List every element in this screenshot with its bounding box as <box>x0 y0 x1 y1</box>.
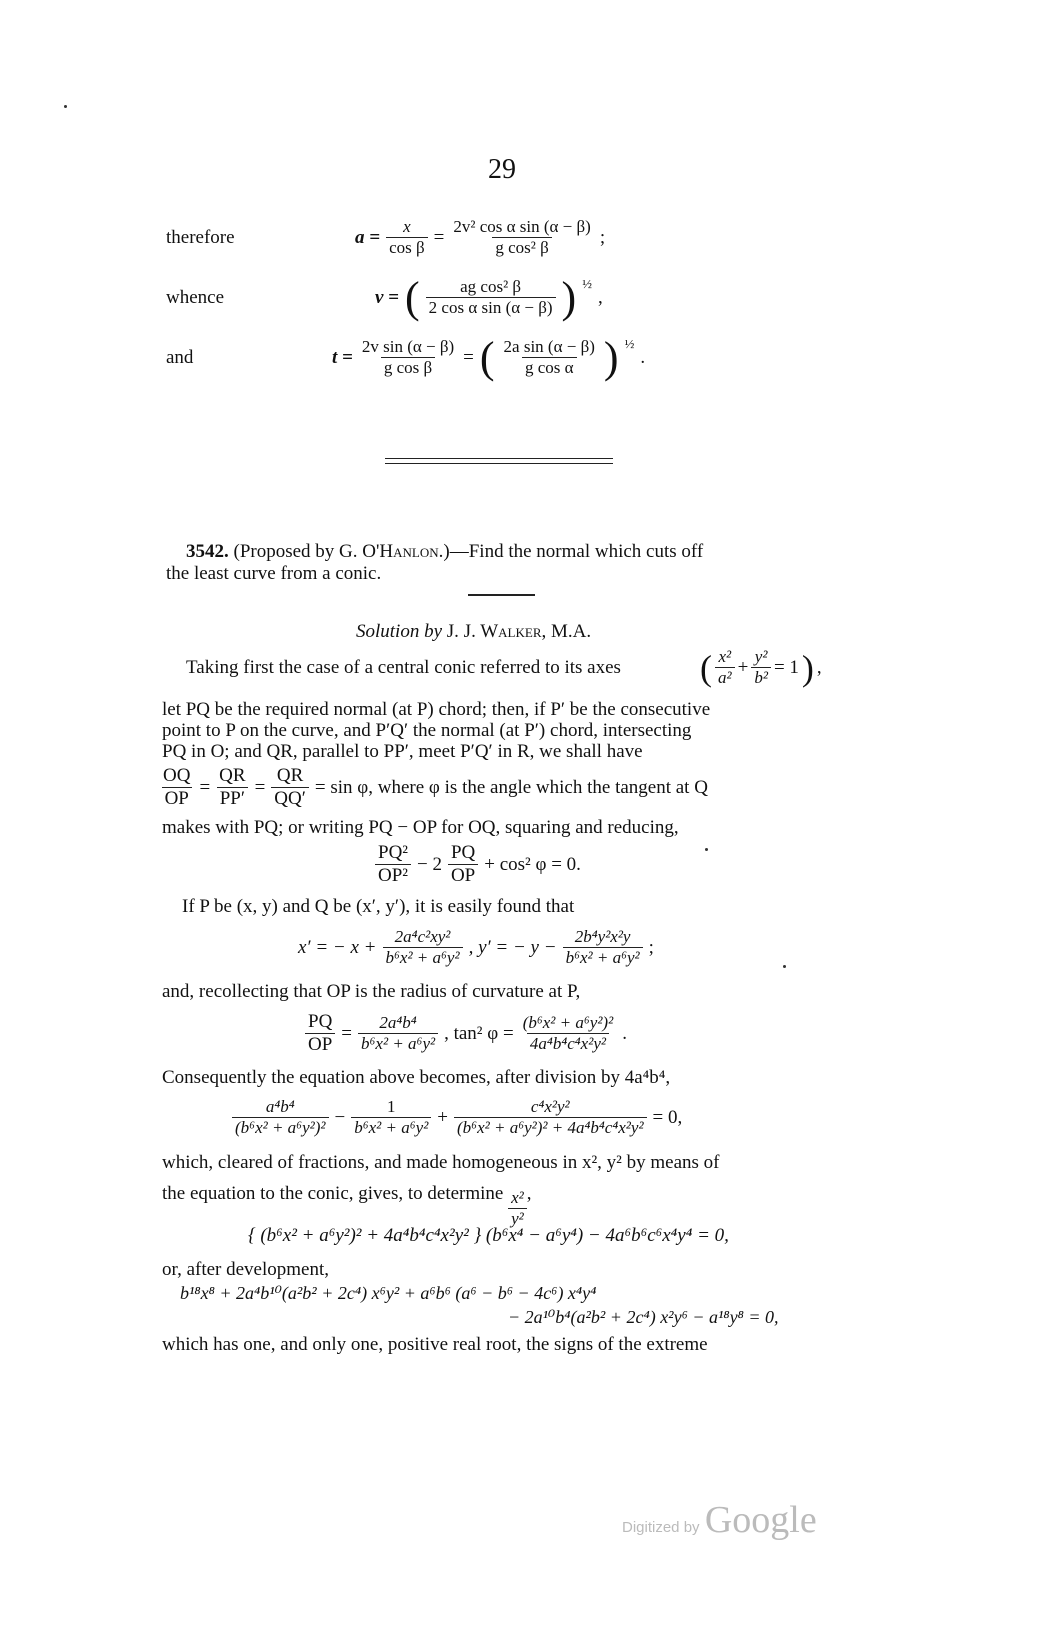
body-line: point to P on the curve, and P′Q′ the normal (at P′) chord, intersecting <box>162 720 692 741</box>
scan-speck <box>783 965 786 968</box>
punct: , <box>597 287 603 308</box>
punct: , <box>526 1183 532 1204</box>
numerator: x² <box>718 647 732 666</box>
fraction <box>160 766 193 810</box>
denominator: 4a⁴b⁴c⁴x²y² <box>527 1033 609 1054</box>
section-divider <box>385 463 613 464</box>
rhs: = 0, <box>652 1106 683 1128</box>
body-line: and, recollecting that OP is the radius of curvature at P, <box>162 981 581 1002</box>
eq-part: , y′ = − y − <box>468 936 557 958</box>
ratio-equation <box>160 766 708 810</box>
fraction <box>448 843 478 887</box>
numerator: (b⁶x² + a⁶y²)² <box>522 1013 614 1033</box>
body-line: which has one, and only one, positive real root, the signs of the extreme <box>162 1334 708 1355</box>
coordinate-equation <box>298 928 654 967</box>
body-line: If P be (x, y) and Q be (x′, y′), it is easily found that <box>182 896 575 917</box>
body-line <box>162 1184 532 1228</box>
problem-text: .)—Find the normal which cuts off <box>438 541 704 562</box>
denominator: a² <box>715 667 735 688</box>
denominator: (b⁶x² + a⁶y²)² <box>232 1117 329 1138</box>
punct: ; <box>648 936 654 958</box>
fraction <box>454 1098 647 1137</box>
conic-equation <box>700 648 822 687</box>
section-divider <box>385 458 613 459</box>
denominator: OP² <box>375 864 411 887</box>
denominator: g cos² β <box>492 237 551 258</box>
problem-statement <box>186 542 703 563</box>
fraction <box>751 648 771 687</box>
ratio-tail: = sin φ, where φ is the angle which the tangent at Q <box>314 776 708 798</box>
numerator: PQ² <box>378 842 408 863</box>
equals: = <box>199 776 211 798</box>
numerator: 2v² cos α sin (α − β) <box>453 217 591 236</box>
brace-equation: { (b⁶x² + a⁶y²)² + 4a⁴b⁴c⁴x²y² } (b⁶x⁴ − a⁶y⁴) − 4a⁶b⁶c⁶x⁴y⁴ = 0, <box>248 1225 729 1246</box>
denominator: PP′ <box>217 787 248 810</box>
solution-prefix: Solution by <box>356 621 443 642</box>
denominator: b² <box>751 667 771 688</box>
body-line: Consequently the equation above becomes, after division by 4a⁴b⁴, <box>162 1067 671 1088</box>
equals: = <box>433 226 445 248</box>
fraction <box>351 1098 431 1137</box>
label-therefore: therefore <box>166 227 235 248</box>
numerator: x² <box>511 1188 524 1207</box>
denominator: g cos α <box>522 357 577 378</box>
denominator: (b⁶x² + a⁶y²)² + 4a⁴b⁴c⁴x²y² <box>454 1117 647 1138</box>
denominator: b⁶x² + a⁶y² <box>358 1033 438 1054</box>
body-line: Taking first the case of a central conic referred to its axes <box>186 657 621 678</box>
fraction <box>232 1098 329 1137</box>
numerator: PQ <box>450 842 476 863</box>
numerator: y² <box>754 647 768 666</box>
paren: ) <box>603 333 619 382</box>
body-text: the equation to the conic, gives, to determine <box>162 1183 504 1204</box>
paren: ( <box>479 333 495 382</box>
solver-name: J. J. Walker, M.A. <box>446 621 592 642</box>
scan-speck <box>64 105 67 108</box>
plus: + <box>437 1106 449 1128</box>
minus-two: − 2 <box>416 853 442 875</box>
denominator: 2 cos α sin (α − β) <box>426 297 556 318</box>
fraction <box>386 218 428 257</box>
eq-lhs: a = <box>355 226 381 248</box>
numerator: 2b⁴y²x²y <box>574 927 631 946</box>
numerator: PQ <box>308 1011 333 1032</box>
fraction <box>358 1014 438 1053</box>
body-line: let PQ be the required normal (at P) chord; then, if P′ be the consecutive <box>162 699 711 720</box>
numerator: QR <box>219 765 246 786</box>
equation-a <box>355 218 605 257</box>
problem-line-2: the least curve from a conic. <box>166 563 382 584</box>
fraction <box>501 338 598 377</box>
label-whence: whence <box>166 287 225 308</box>
equation-v <box>375 273 603 322</box>
digitized-watermark <box>622 1500 817 1542</box>
watermark-prefix: Digitized by <box>622 1519 700 1536</box>
numerator: 2a⁴b⁴ <box>379 1013 417 1033</box>
problem-intro: (Proposed by G. O' <box>233 541 380 562</box>
denominator: QQ′ <box>271 787 309 810</box>
numerator: QR <box>276 765 304 786</box>
numerator: ag cos² β <box>460 277 522 297</box>
denominator: OP <box>162 787 192 810</box>
eq-tail: + cos² φ = 0. <box>484 853 581 875</box>
problem-number: 3542. <box>186 541 229 562</box>
denominator: OP <box>305 1033 335 1056</box>
numerator: 2v sin (α − β) <box>361 337 455 357</box>
equals: = <box>341 1022 353 1044</box>
body-line: PQ in O; and QR, parallel to PP′, meet P′Q′ in R, we shall have <box>162 741 643 762</box>
minus: − <box>334 1106 346 1128</box>
punct: , <box>816 656 822 678</box>
punct: ; <box>599 226 606 248</box>
tangent-equation <box>305 1012 627 1056</box>
fraction <box>715 648 735 687</box>
equation-t <box>332 333 646 382</box>
eq-lhs: v = <box>375 287 400 308</box>
page-number: 29 <box>488 154 516 185</box>
paren: ) <box>801 647 814 688</box>
exponent: ½ <box>582 276 592 291</box>
denominator: g cos β <box>381 357 435 378</box>
eq-part: x′ = − x + <box>298 936 377 958</box>
body-line: or, after development, <box>162 1259 330 1280</box>
paren: ( <box>405 273 420 322</box>
fraction <box>359 338 457 377</box>
divided-equation <box>232 1098 682 1137</box>
equals: = <box>463 347 474 368</box>
numerator: 2a⁴c²xy² <box>394 927 451 946</box>
numerator: c⁴x²y² <box>530 1097 570 1116</box>
fraction <box>508 1189 527 1228</box>
fraction <box>375 843 411 887</box>
fraction <box>520 1014 617 1053</box>
paren: ( <box>700 647 712 688</box>
denominator: b⁶x² + a⁶y² <box>563 947 643 968</box>
proposer-name: Hanlon <box>379 541 439 562</box>
denominator: cos β <box>386 237 428 258</box>
fraction <box>450 218 593 257</box>
fraction <box>216 766 248 810</box>
exponent: ½ <box>624 336 635 351</box>
numerator: a⁴b⁴ <box>265 1097 295 1116</box>
denominator: OP <box>448 864 478 887</box>
eq-part: , tan² φ = <box>444 1022 514 1044</box>
body-line: makes with PQ; or writing PQ − OP for OQ, squaring and reducing, <box>162 817 679 838</box>
developed-equation-1: b¹⁸x⁸ + 2a⁴b¹⁰(a²b² + 2c⁴) x⁶y² + a⁶b⁶ (a⁶ − b⁶ − 4c⁶) x⁴y⁴ <box>180 1283 597 1303</box>
numerator: 2a sin (α − β) <box>503 337 595 357</box>
eq-lhs: t = <box>332 347 353 368</box>
label-and: and <box>166 347 194 368</box>
fraction <box>383 928 463 967</box>
punct: . <box>622 1022 627 1044</box>
developed-equation-2: − 2a¹⁰b⁴(a²b² + 2c⁴) x²y⁶ − a¹⁸y⁸ = 0, <box>508 1307 779 1327</box>
paren: ) <box>561 273 577 322</box>
denominator: b⁶x² + a⁶y² <box>383 947 463 968</box>
numerator: OQ <box>163 765 191 786</box>
google-logo: Google <box>704 1499 817 1541</box>
numerator: 1 <box>387 1097 396 1116</box>
body-line: which, cleared of fractions, and made homogeneous in x², y² by means of <box>162 1152 720 1173</box>
equals: = <box>254 776 266 798</box>
numerator: x <box>403 217 411 236</box>
plus: + <box>737 656 749 678</box>
fraction <box>563 928 643 967</box>
fraction <box>305 1012 335 1056</box>
fraction <box>426 278 556 317</box>
denominator: y² <box>508 1208 527 1229</box>
short-divider <box>468 594 535 596</box>
squared-equation <box>375 843 581 887</box>
rhs: = 1 <box>773 656 799 678</box>
denominator: b⁶x² + a⁶y² <box>351 1117 431 1138</box>
scan-speck <box>705 848 708 851</box>
solution-heading <box>356 622 591 643</box>
punct: . <box>640 347 646 368</box>
fraction <box>271 766 309 810</box>
